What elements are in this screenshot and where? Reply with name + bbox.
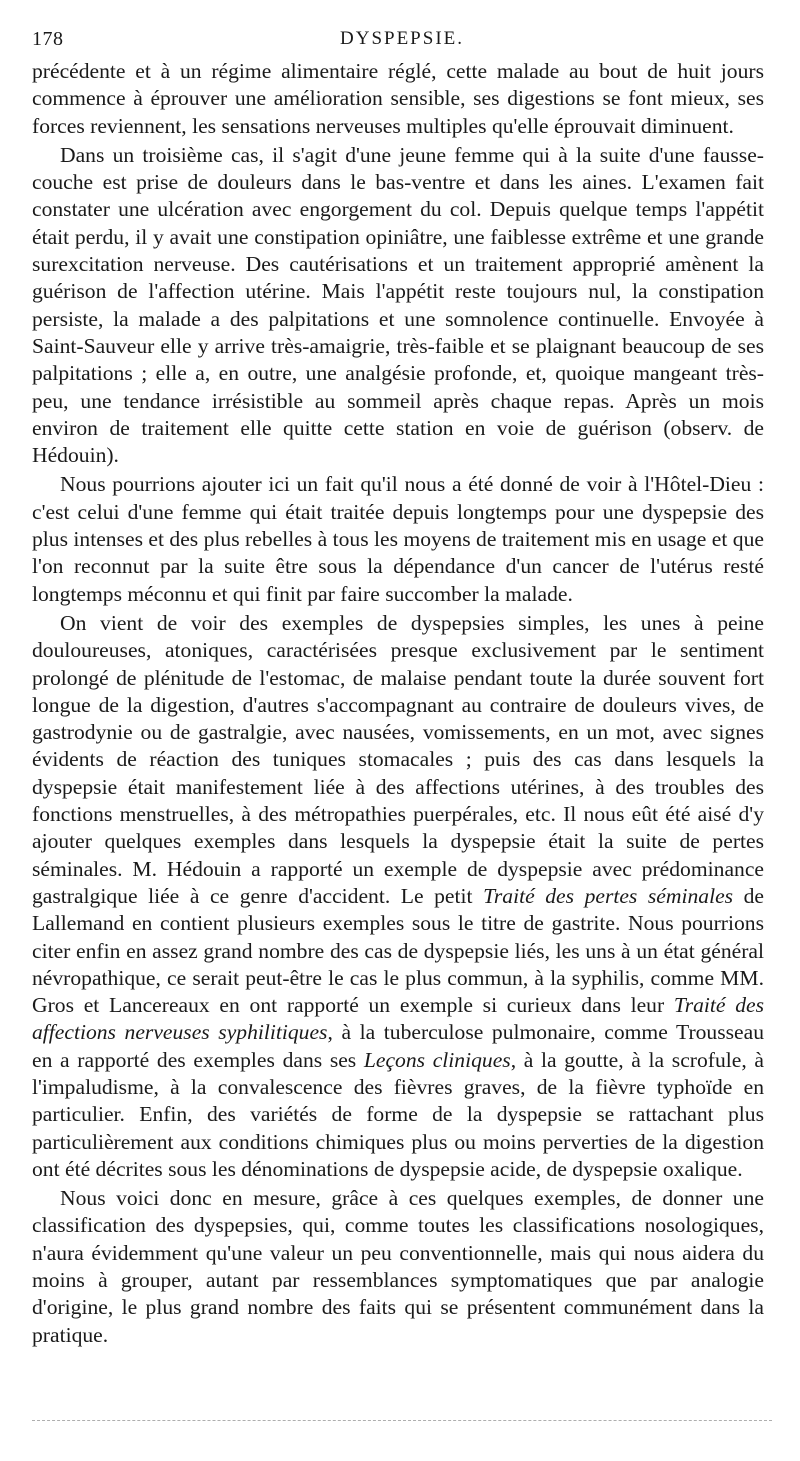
text-run: , à la tuberculose pulmonaire, comme Trousseau en a rapporté des exemples dans ses <box>32 1020 765 1072</box>
text-run: Nous voici donc en mesure, grâce à ces quelques exemples, de donner une classification des dyspepsies, qui, comme toutes les classifications nosologiques, n'aura évidemment qu'une valeur un peu conventionnelle, mais qui nous aidera du moins à grouper, autant par ressemblances symptomatiques que par analogie d'origine, le plus grand nombre des faits qui se présentent communément dans la pratique. <box>32 1186 764 1347</box>
paragraph <box>32 142 764 470</box>
body-text <box>32 58 764 1351</box>
paragraph <box>32 1185 764 1349</box>
text-run: On vient de voir des exemples de dyspepsies simples, les unes à peine douloureuses, atoniques, caractérisées presque exclusivement par le sentiment prolongé de plénitude de l'estomac, de malaise pendant toute la durée souvent fort longue de la digestion, d'autres s'accompagnant au contraire de douleurs vives, de gastrodynie ou de gastralgie, avec nausées, vomissements, en un mot, avec signes évidents de réaction des tuniques stomacales ; puis des cas dans lesquels la dyspepsie était manifestement liée à des affections utérines, à des troubles des fonctions menstruelles, à des métropathies puerpérales, etc. Il nous eût été aisé d'y ajouter quelques exemples dans lesquels la dyspepsie était la suite de pertes séminales. M. Hédouin a rapporté un exemple de dyspepsie avec prédominance gastralgique liée à ce genre d'accident. Le petit <box>32 610 764 908</box>
text-run: précédente et à un régime alimentaire réglé, cette malade au bout de huit jours commence à éprouver une amélioration sensible, ses digestions se font mieux, ses forces reviennent, les sensations nerveuses multiples qu'elle éprouvait diminuent. <box>32 59 764 138</box>
text-run: de Lallemand en contient plusieurs exemples sous le titre de gastrite. Nous pourrions citer enfin en assez grand nombre des cas de dyspepsie liés, les uns à un état général névropathique, ce serait peut-être le cas le plus commun, à la syphilis, comme MM. Gros et Lancereaux en ont rapporté un exemple si curieux dans leur <box>32 883 765 1018</box>
italic-title: Traité des affections nerveuses syphilitiques <box>32 993 764 1045</box>
text-run: , à la goutte, à la scrofule, à l'impaludisme, à la convalescence des fièvres graves, de la fièvre typhoïde en particulier. Enfin, des variétés de forme de la dyspepsie se rattachant plus particulièrement aux conditions chimiques plus ou moins perverties de la digestion ont été décrites sous les dénominations de dyspepsie acide, de dyspepsie oxalique. <box>32 1047 764 1181</box>
bottom-rule <box>32 1420 772 1421</box>
page-number: 178 <box>32 28 64 50</box>
running-head <box>32 28 772 54</box>
italic-title: Traité des pertes séminales <box>483 883 734 908</box>
text-run: Dans un troisième cas, il s'agit d'une jeune femme qui à la suite d'une fausse-couche est prise de douleurs dans le bas-ventre et dans les aines. L'examen fait constater une ulcération avec engorgement du col. Depuis quelque temps l'appétit était perdu, il y avait une constipation opiniâtre, une faiblesse extrême et une grande surexcitation nerveuse. Des cautérisations et un traitement approprié amènent la guérison de l'affection utérine. Mais l'appétit reste toujours nul, la constipation persiste, la malade a des palpitations et une somnolence continuelle. Envoyée à Saint-Sauveur elle y arrive très-amaigrie, très-faible et se plaignant beaucoup de ses palpitations ; elle a, en outre, une analgésie profonde, et, quoique mangeant très-peu, une tendance irrésistible au sommeil après chaque repas. Après un mois environ de traitement elle quitte cette station en voie de guérison (observ. de Hédouin). <box>32 142 764 468</box>
paragraph <box>32 58 764 140</box>
paragraph <box>32 471 764 607</box>
paragraph <box>32 610 764 1183</box>
italic-title: Leçons cliniques <box>363 1047 511 1072</box>
text-run: Nous pourrions ajouter ici un fait qu'il nous a été donné de voir à l'Hôtel-Dieu : c'est celui d'une femme qui était traitée depuis longtemps pour une dyspepsie des plus intenses et des plus rebelles à tous les moyens de traitement mis en usage et que l'on reconnut par la suite être sous la dépendance d'un cancer de l'utérus resté longtemps méconnu et qui finit par faire succomber la malade. <box>32 472 764 606</box>
running-title: DYSPEPSIE. <box>340 28 464 49</box>
